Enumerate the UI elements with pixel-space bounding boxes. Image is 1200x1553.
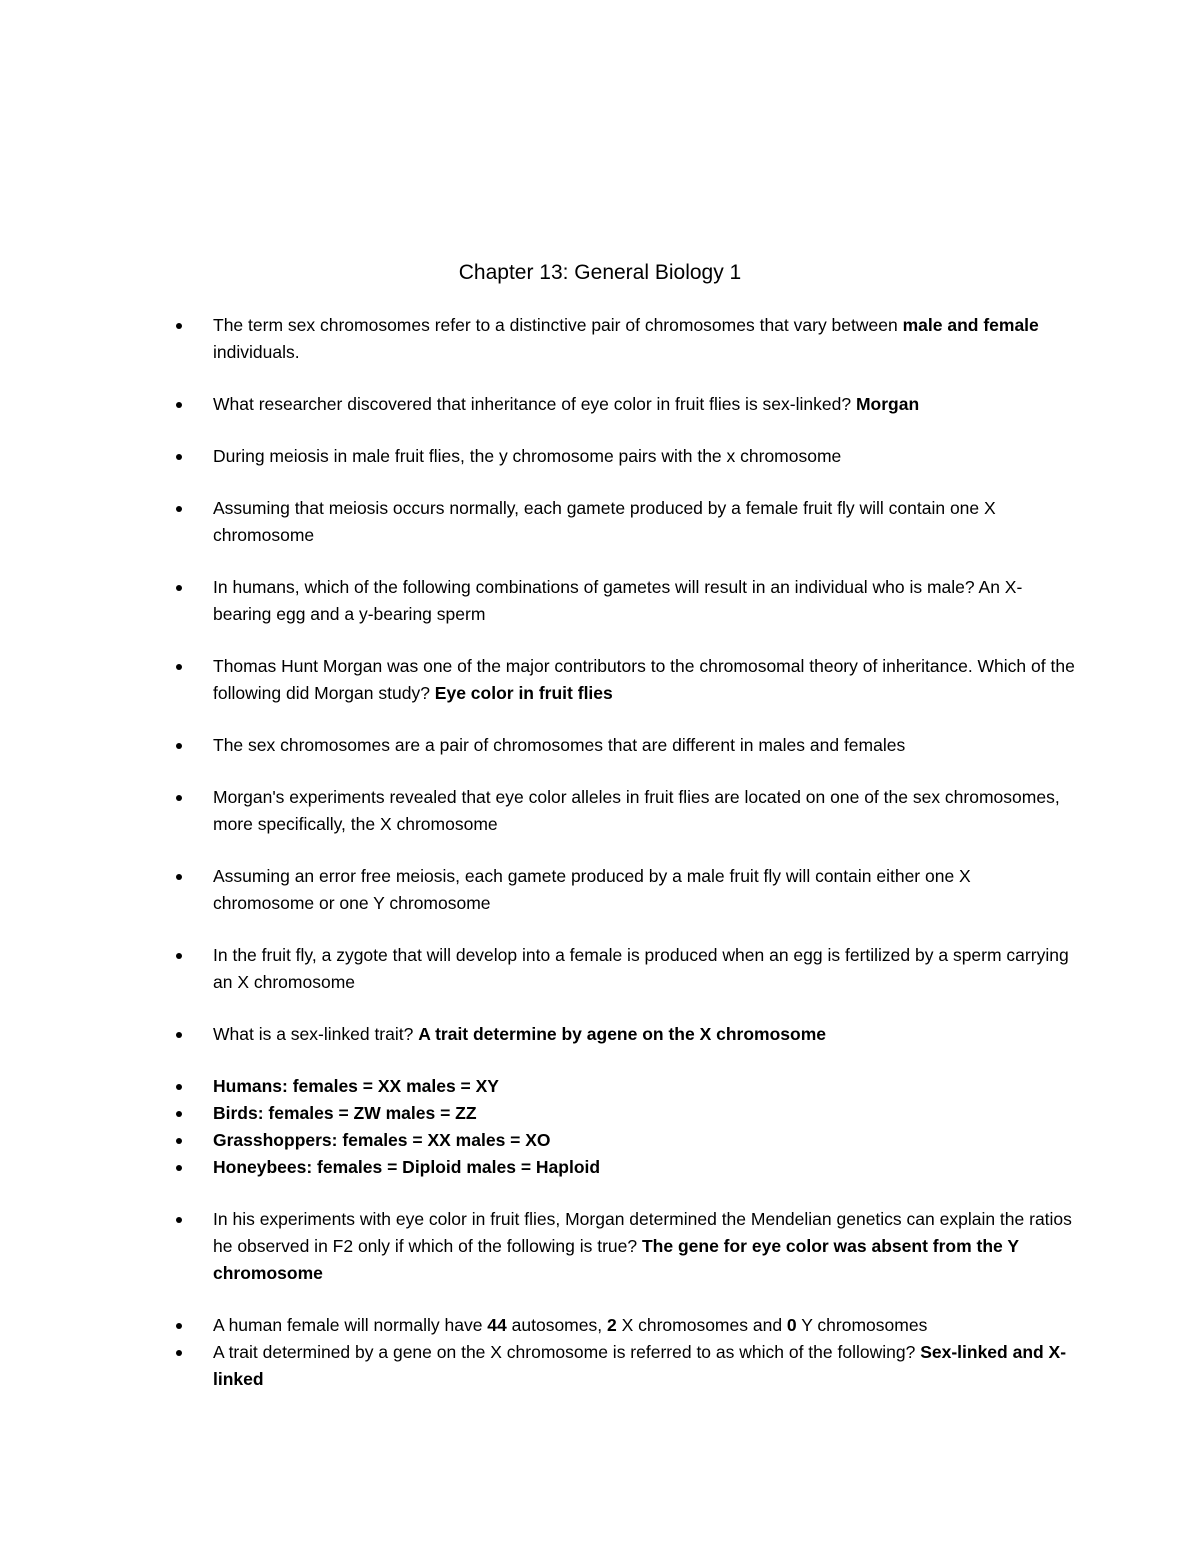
list-item [176, 1100, 1076, 1127]
bullet-icon [176, 1084, 182, 1090]
item-text: Y chromosomes [796, 1315, 928, 1335]
item-answer: 0 [786, 1315, 797, 1335]
item-text: During meiosis in male fruit flies, the y chromosome pairs with the x chromosome [213, 446, 842, 466]
list-item [176, 863, 1076, 917]
item-answer: 44 [487, 1315, 507, 1335]
item-text: A human female will normally have [213, 1315, 488, 1335]
list-item [176, 1021, 1076, 1048]
list-item [176, 942, 1076, 996]
item-text: In the fruit fly, a zygote that will develop into a female is produced when an egg is fertilized by a sperm carrying an X chromosome [213, 945, 1069, 992]
item-answer: Honeybees: females = Diploid males = Haploid [213, 1157, 601, 1177]
item-text: In humans, which of the following combinations of gametes will result in an individual who is male? An X-bearing egg and a y-bearing sperm [213, 577, 1023, 624]
bullet-icon [176, 506, 182, 512]
list-item [176, 1312, 1076, 1339]
list-item [176, 653, 1076, 707]
list-item [176, 495, 1076, 549]
item-text: In his experiments with eye color in fruit flies, Morgan determined the Mendelian genetics can explain the ratios he observed in F2 only if which of the following is true? [213, 1209, 1072, 1256]
item-text: The term sex chromosomes refer to a distinctive pair of chromosomes that vary between [213, 315, 903, 335]
bullet-icon [176, 585, 182, 591]
bullet-icon [176, 1032, 182, 1038]
bullet-icon [176, 1350, 182, 1356]
list-item [176, 1339, 1076, 1393]
bullet-icon [176, 1138, 182, 1144]
bullet-icon [176, 1323, 182, 1329]
list-item [176, 732, 1076, 759]
item-answer: A trait determine by agene on the X chromosome [418, 1024, 826, 1044]
item-answer: Morgan [855, 394, 920, 414]
list-item [176, 784, 1076, 838]
bullet-icon [176, 402, 182, 408]
bullet-icon [176, 795, 182, 801]
item-text: autosomes, [506, 1315, 607, 1335]
bullet-icon [176, 1165, 182, 1171]
item-text: Assuming an error free meiosis, each gamete produced by a male fruit fly will contain either one X chromosome or one Y chromosome [213, 866, 971, 913]
item-text: The sex chromosomes are a pair of chromosomes that are different in males and females [213, 735, 906, 755]
list-item [176, 574, 1076, 628]
bullet-icon [176, 953, 182, 959]
item-text: Thomas Hunt Morgan was one of the major contributors to the chromosomal theory of inheritance. Which of the following did Morgan study? [213, 656, 1075, 703]
item-answer: Birds: females = ZW males = ZZ [213, 1103, 477, 1123]
item-text: What researcher discovered that inheritance of eye color in fruit flies is sex-linked? [213, 394, 856, 414]
bullet-icon [176, 664, 182, 670]
list-item [176, 312, 1076, 366]
list-item [176, 1127, 1076, 1154]
list-item [176, 1073, 1076, 1100]
item-text: Assuming that meiosis occurs normally, each gamete produced by a female fruit fly will contain one X chromosome [213, 498, 996, 545]
item-text: individuals. [213, 342, 300, 362]
list-item [176, 391, 1076, 418]
page-title: Chapter 13: General Biology 1 [458, 261, 742, 284]
notes-list [176, 312, 1076, 1393]
item-answer: Humans: females = XX males = XY [213, 1076, 499, 1096]
bullet-icon [176, 1111, 182, 1117]
list-item [176, 1206, 1076, 1287]
item-answer: Sex-linked and X-linked [213, 1342, 1067, 1389]
item-answer: male and female [902, 315, 1039, 335]
item-answer: Grasshoppers: females = XX males = XO [213, 1130, 551, 1150]
bullet-icon [176, 1217, 182, 1223]
item-answer: 2 [606, 1315, 617, 1335]
item-text: A trait determined by a gene on the X chromosome is referred to as which of the following? [213, 1342, 921, 1362]
item-text: X chromosomes and [616, 1315, 787, 1335]
item-answer: The gene for eye color was absent from the Y chromosome [213, 1236, 1019, 1283]
bullet-icon [176, 743, 182, 749]
bullet-icon [176, 323, 182, 329]
item-text: What is a sex-linked trait? [213, 1024, 419, 1044]
bullet-icon [176, 454, 182, 460]
bullet-icon [176, 874, 182, 880]
item-answer: Eye color in fruit flies [434, 683, 613, 703]
list-item [176, 1154, 1076, 1181]
item-text: Morgan's experiments revealed that eye color alleles in fruit flies are located on one of the sex chromosomes, more specifically, the X chromosome [213, 787, 1060, 834]
list-item [176, 443, 1076, 470]
